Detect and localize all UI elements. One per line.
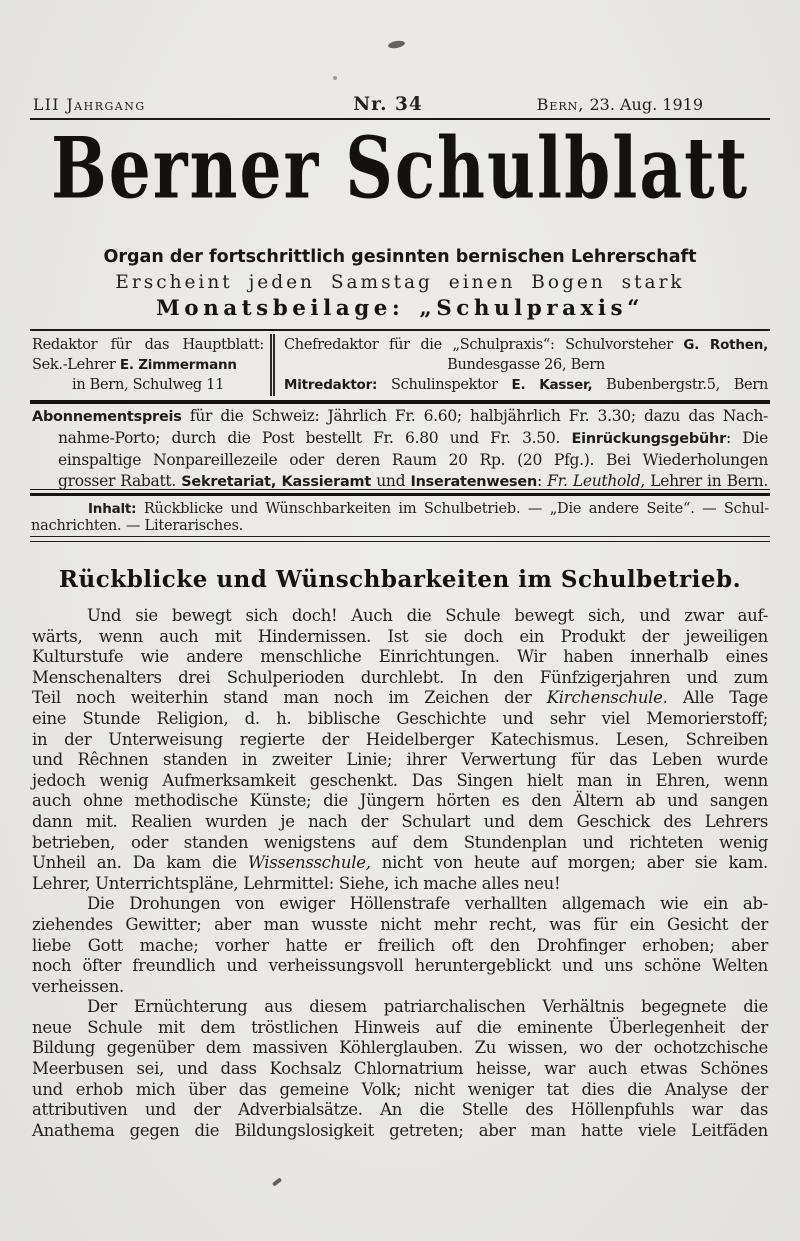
text-line [32, 812, 768, 833]
text-segment: , Lehrer in Bern. [640, 472, 768, 490]
text-line [32, 956, 768, 977]
horizontal-rule [30, 489, 770, 496]
text-line [32, 709, 768, 730]
text-line [32, 1080, 768, 1101]
text-line [32, 894, 768, 915]
contents-summary [31, 501, 769, 535]
masthead-title [0, 118, 800, 218]
text-line [284, 335, 768, 355]
text-segment: und [371, 472, 411, 490]
text-segment: Lehrer, Unterrichtspläne, Lehrmittel: Siehe, ich mache alles neu! [32, 873, 561, 893]
text-segment: attributiven und der Adverbialsätze. An die Stelle des Höllenpfuhls war das [32, 1100, 768, 1120]
text-segment: grosser Rabatt. [58, 472, 182, 490]
text-segment: ziehendes Gewitter; aber man wusste nicht mehr recht, was für ein Gesicht der [32, 914, 768, 934]
text-segment: Schulinspektor [377, 377, 512, 393]
text-line [32, 375, 264, 395]
text-segment: eine Stunde Religion, d. h. biblische Geschichte und sehr viel Memorierstoff; [32, 708, 768, 728]
subtitle-monatsbeilage: Monatsbeilage: „Schulpraxis“ [155, 296, 644, 321]
text-segment: Kulturstufe wie andere menschliche Einrichtungen. Wir haben innerhalb eines [32, 647, 768, 667]
text-segment: verheissen. [32, 976, 124, 996]
text-line [32, 853, 768, 874]
text-line [32, 647, 768, 668]
text-line [32, 355, 264, 375]
editor-left-column [30, 334, 275, 396]
bold-text: Mitredaktor: [284, 377, 378, 393]
text-line [32, 977, 768, 998]
text-line [32, 750, 768, 771]
text-segment: Teil noch weiterhin stand man noch im Zeichen der [32, 688, 547, 708]
italic-text: Kirchenschule. [546, 688, 668, 708]
text-line [32, 771, 768, 792]
city-label: Bern, [536, 95, 585, 114]
text-segment: auch ohne methodische Künste; die Jüngern hörten es den Ältern ab und sangen [32, 791, 768, 811]
text-segment: nicht von heute auf morgen; aber sie kam. [370, 853, 768, 873]
text-line [32, 1059, 768, 1080]
text-segment: Der Ernüchterung aus diesem patriarchalischen Verhältnis begegnete die [87, 997, 768, 1017]
bold-text: Inhalt: [88, 501, 137, 517]
text-line [32, 1038, 768, 1059]
text-segment: Die Drohungen von ewiger Höllenstrafe verhallten allgemach wie ein ab- [87, 894, 768, 914]
text-segment: für die Schweiz: Jährlich Fr. 6.60; halbjährlich Fr. 3.30; dazu das Nach- [181, 407, 768, 425]
editors-box [30, 329, 770, 404]
text-segment: Bildung gegenüber dem massiven Köhlerglauben. Zu wissen, wo der ochotzchische [32, 1038, 768, 1058]
bold-text: Abonnementspreis [32, 409, 182, 425]
horizontal-rule [30, 536, 770, 542]
text-segment: dann mit. Realien wurden je nach der Schulart und dem Geschick des Lehrers [32, 811, 768, 831]
italic-text: Wissensschule, [247, 853, 371, 873]
text-line [31, 501, 769, 518]
issue-header-row [33, 94, 767, 118]
text-segment: Menschenalters drei Schulperioden durchlebt. In den Fünfzigerjahren und zum [32, 667, 768, 687]
text-line [32, 450, 768, 471]
bold-text: Einrückungsgebühr [571, 431, 726, 447]
text-line [32, 791, 768, 812]
text-segment: in Bern, Schulweg 11 [71, 377, 224, 393]
text-line [32, 688, 768, 709]
text-segment: Und sie bewegt sich doch! Auch die Schule bewegt sich, und zwar auf- [87, 606, 768, 625]
text-segment: betrieben, oder standen wenigstens auf dem Stundenplan und richteten wenig [32, 832, 768, 852]
text-line [32, 997, 768, 1018]
text-line [32, 606, 768, 627]
text-line [32, 406, 768, 428]
text-segment: Unheil an. Da kam die [32, 853, 248, 873]
text-segment: wärts, wenn auch mit Hindernissen. Ist sie doch ein Produkt der jeweiligen [32, 626, 768, 646]
text-line [32, 1121, 768, 1142]
text-segment: einspaltige Nonpareillezeile oder deren Raum 20 Rp. (20 Pfg.). Bei Wiederholungen [58, 451, 768, 469]
text-line [32, 1018, 768, 1039]
text-segment: Anathema gegen die Bildungslosigkeit getreten; aber man hatte viele Leitfäden [32, 1120, 768, 1140]
volume-label: LII Jahrgang [33, 96, 146, 114]
text-line [284, 355, 768, 375]
editor-right-column [275, 334, 770, 396]
text-segment: und erhob mich über das gemeine Volk; nicht weniger tat dies die Analyse der [32, 1079, 768, 1099]
text-segment: Rückblicke und Wünschbarkeiten im Schulbetrieb. — „Die andere Seite“. — Schul- [136, 501, 769, 517]
ink-speck [333, 76, 337, 80]
text-segment: Sek.-Lehrer [32, 357, 120, 373]
text-segment: Meerbusen sei, und dass Kochsalz Chlornatrium heisse, war auch etwas Schönes [32, 1059, 768, 1079]
text-segment: Bundesgasse 26, Bern [447, 357, 605, 373]
text-line [32, 833, 768, 854]
text-segment: jedoch wenig Aufmerksamkeit geschenkt. Das Singen hielt man in Ehren, wenn [32, 770, 768, 790]
text-line [32, 1100, 768, 1121]
masthead-text: Berner Schulblatt [50, 118, 750, 218]
text-line [32, 874, 768, 895]
text-segment: Bubenbergstr.5, Bern [592, 377, 769, 393]
text-segment: Chefredaktor für die „Schulpraxis“: Schulvorsteher [284, 337, 684, 353]
bold-text: E. Kasser, [511, 377, 593, 393]
bold-text: Inseratenwesen [410, 474, 538, 490]
text-segment: liebe Gott mache; vorher hatte er freilich oft den Drohfinger erhoben; aber [32, 935, 768, 955]
bold-text: Sekretariat, Kassieramt [181, 474, 372, 490]
text-segment: : [537, 472, 548, 490]
text-segment: Alle Tage [667, 688, 768, 708]
text-segment: nachrichten. — Literarisches. [31, 518, 244, 534]
text-line [32, 936, 768, 957]
text-line [284, 375, 768, 395]
text-line [32, 627, 768, 648]
ink-speck [388, 40, 406, 50]
text-segment: nahme-Porto; durch die Post bestellt Fr. 6.80 und Fr. 3.50. [58, 429, 572, 447]
text-line [32, 335, 264, 355]
issue-number-label: Nr. 34 [353, 94, 423, 115]
subtitle-organ: Organ der fortschrittlich gesinnten bernischen Lehrerschaft [103, 247, 697, 267]
text-line [32, 428, 768, 450]
article-title: Rückblicke und Wünschbarkeiten im Schulbetrieb. [58, 566, 742, 593]
date-value: 23. Aug. 1919 [589, 95, 703, 114]
bold-text: E. Zimmermann [119, 357, 237, 373]
text-segment: : Die [725, 429, 768, 447]
text-segment: und Rêchnen standen in zweiter Linie; ihrer Verwertung für das Leben wurde [32, 750, 768, 770]
date-label [537, 95, 703, 114]
text-line [32, 915, 768, 936]
text-segment: neue Schule mit dem tröstlichen Hinweis auf die eminente Überlegenheit der [32, 1017, 768, 1037]
italic-text: Fr. Leuthold [547, 472, 641, 490]
text-line [32, 730, 768, 751]
article-body [32, 606, 768, 1141]
text-line [32, 668, 768, 689]
text-segment: noch öfter freundlich und verheissungsvoll heruntergeblickt und uns schöne Welten [32, 956, 768, 976]
subscription-paragraph [32, 406, 768, 493]
ink-speck [272, 1177, 282, 1186]
bold-text: G. Rothen, [683, 337, 768, 353]
text-segment: in der Unterweisung regierte der Heidelberger Katechismus. Lesen, Schreiben [32, 729, 768, 749]
text-segment: Redaktor für das Hauptblatt: [32, 337, 264, 353]
subtitle-erscheint: Erscheint jeden Samstag einen Bogen stark [115, 272, 685, 293]
text-line [31, 518, 769, 535]
